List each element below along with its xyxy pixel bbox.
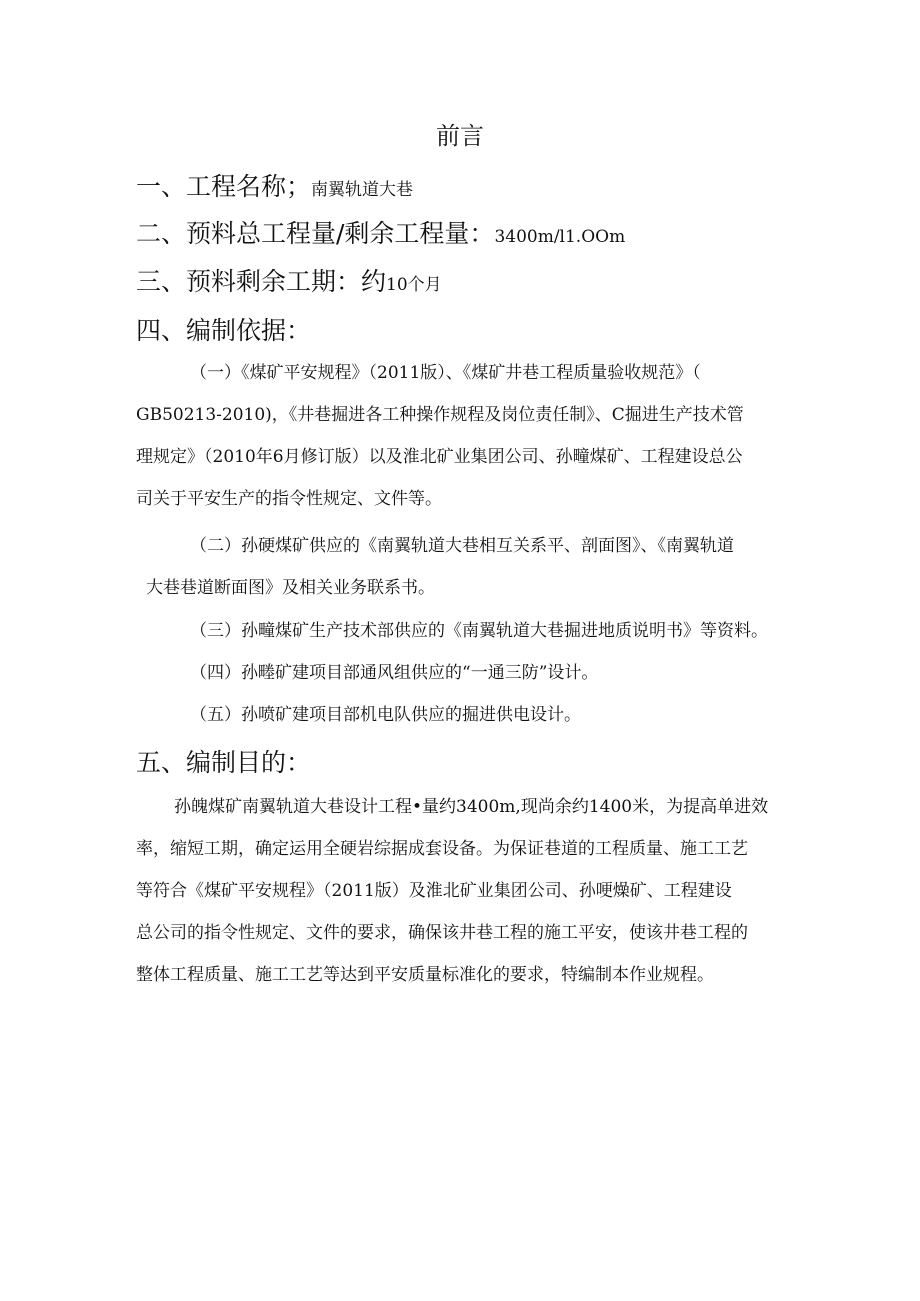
text-line: 率，缩短工期，确定运用全硬岩综据成套设备。为保证巷道的工程质量、施工工艺 [136,839,748,859]
text-line: （一）《煤矿平安规程》（2011版）、《煤矿井巷工程质量验收规范》（ [190,363,701,383]
section-value: 3400m/l1.OOm [494,227,626,247]
text-line: （五）孙喷矿建项目部机电队供应的掘进供电设计。 [190,705,581,725]
text-line: 大巷巷道断面图》及相关业务联系书。 [146,578,435,598]
page-title: 前言 [436,122,484,150]
basis-item-4 [136,652,796,694]
text-line: 孙魄煤矿南翼轨道大巷设计工程•量约3400m,现尚余约1400米，为提高单进效 [174,797,769,817]
text-line: （三）孙疃煤矿生产技术部供应的《南翼轨道大巷掘进地质说明书》等资料。 [190,621,768,641]
section-project-name [136,170,836,207]
text-line: 整体工程质量、施工工艺等达到平安质量标准化的要求，特编制本作业规程。 [136,965,714,985]
basis-item-5 [136,694,796,736]
purpose-paragraph [136,786,796,996]
text-line: GB50213-2010)，《井巷掘进各工种操作规程及岗位责任制》、C掘进生产技术管 [136,405,744,425]
section-remaining-period [136,265,836,302]
section-basis-heading: 四、编制依据： [136,316,312,345]
text-line: 司关于平安生产的指令性规定、文件等。 [136,489,442,509]
section-value: 10个月 [386,275,442,295]
section-work-quantity [136,217,836,254]
section-heading: 一、工程名称； [136,172,312,201]
text-line: （二）孙硬煤矿供应的《南翼轨道大巷相互关系平、剖面图》、《南翼轨道 [190,536,734,556]
text-line: 理规定》（2010年6月修订版）以及淮北矿业集团公司、孙疃煤矿、工程建设总公 [136,447,743,467]
text-line: 总公司的指令性规定、文件的要求，确保该井巷工程的施工平安，使该井巷工程的 [136,923,748,943]
basis-item-2 [136,525,796,609]
section-heading: 三、预料剩余工期：约 [136,267,387,296]
section-value: 南翼轨道大巷 [311,180,414,200]
text-line: （四）孙畻矿建项目部通风组供应的“一通三防”设计。 [190,663,599,683]
section-heading: 二、预料总工程量/剩余工程量： [136,219,495,248]
basis-item-3 [136,610,796,652]
text-line: 等符合《煤矿平安规程》（2011版）及淮北矿业集团公司、孙哽燥矿、工程建设 [136,881,732,901]
section-purpose-heading: 五、编制目的： [136,748,312,777]
basis-item-1 [136,352,796,520]
